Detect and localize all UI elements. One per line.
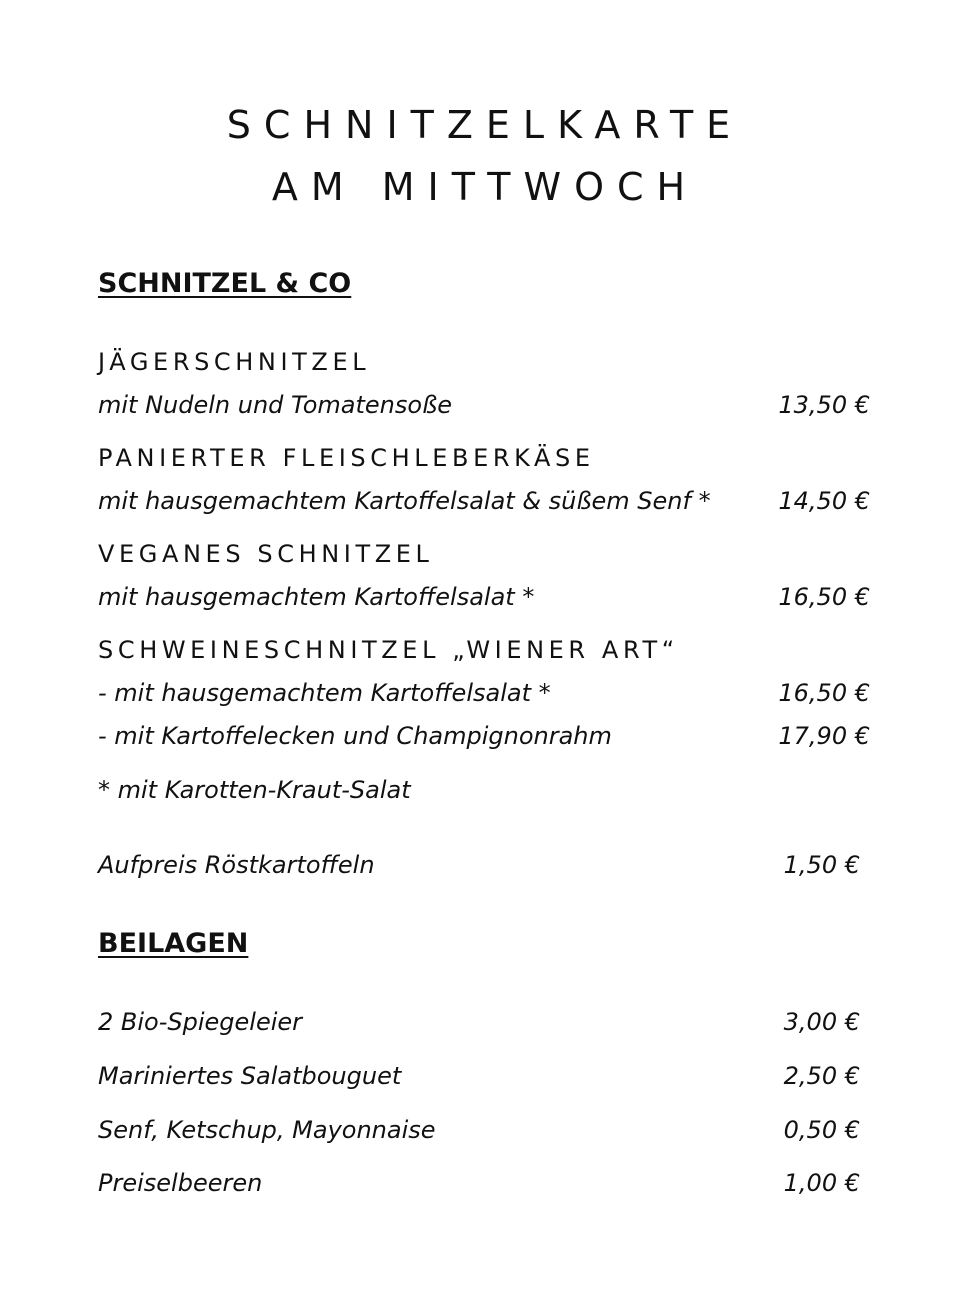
menu-subtitle: AM MITTWOCH: [271, 165, 699, 209]
section-heading-beilagen: BEILAGEN: [98, 928, 249, 959]
dish-name: JÄGERSCHNITZEL: [98, 348, 371, 376]
dish-name: SCHWEINESCHNITZEL „WIENER ART“: [98, 636, 679, 664]
side-item-label: 2 Bio-Spiegeleier: [98, 1008, 303, 1036]
dish-variant-price: 16,50 €: [778, 679, 870, 707]
dish-name: VEGANES SCHNITZEL: [98, 540, 434, 568]
side-item-price: 1,00 €: [783, 1169, 860, 1197]
side-item-price: 3,00 €: [783, 1008, 860, 1036]
dish-variant-description: - mit Kartoffelecken und Champignonrahm: [98, 722, 612, 750]
section-heading-schnitzel: SCHNITZEL & CO: [98, 268, 352, 299]
menu-title: SCHNITZELKARTE: [226, 103, 744, 147]
dish-description: mit hausgemachtem Kartoffelsalat *: [98, 583, 535, 611]
footnote: * mit Karotten-Kraut-Salat: [98, 776, 411, 804]
dish-name: PANIERTER FLEISCHLEBERKÄSE: [98, 444, 595, 472]
dish-description: mit hausgemachtem Kartoffelsalat & süßem Senf *: [98, 487, 711, 515]
dish-price: 16,50 €: [778, 583, 870, 611]
dish-price: 14,50 €: [778, 487, 870, 515]
side-item-label: Mariniertes Salatbouguet: [98, 1062, 402, 1090]
side-item-price: 2,50 €: [783, 1062, 860, 1090]
side-item-label: Preiselbeeren: [98, 1169, 263, 1197]
dish-description: mit Nudeln und Tomatensoße: [98, 391, 452, 419]
surcharge-label: Aufpreis Röstkartoffeln: [98, 851, 375, 879]
side-item-price: 0,50 €: [783, 1116, 860, 1144]
dish-variant-description: - mit hausgemachtem Kartoffelsalat *: [98, 679, 551, 707]
dish-price: 13,50 €: [778, 391, 870, 419]
dish-variant-price: 17,90 €: [778, 722, 870, 750]
surcharge-price: 1,50 €: [783, 851, 860, 879]
side-item-label: Senf, Ketschup, Mayonnaise: [98, 1116, 436, 1144]
